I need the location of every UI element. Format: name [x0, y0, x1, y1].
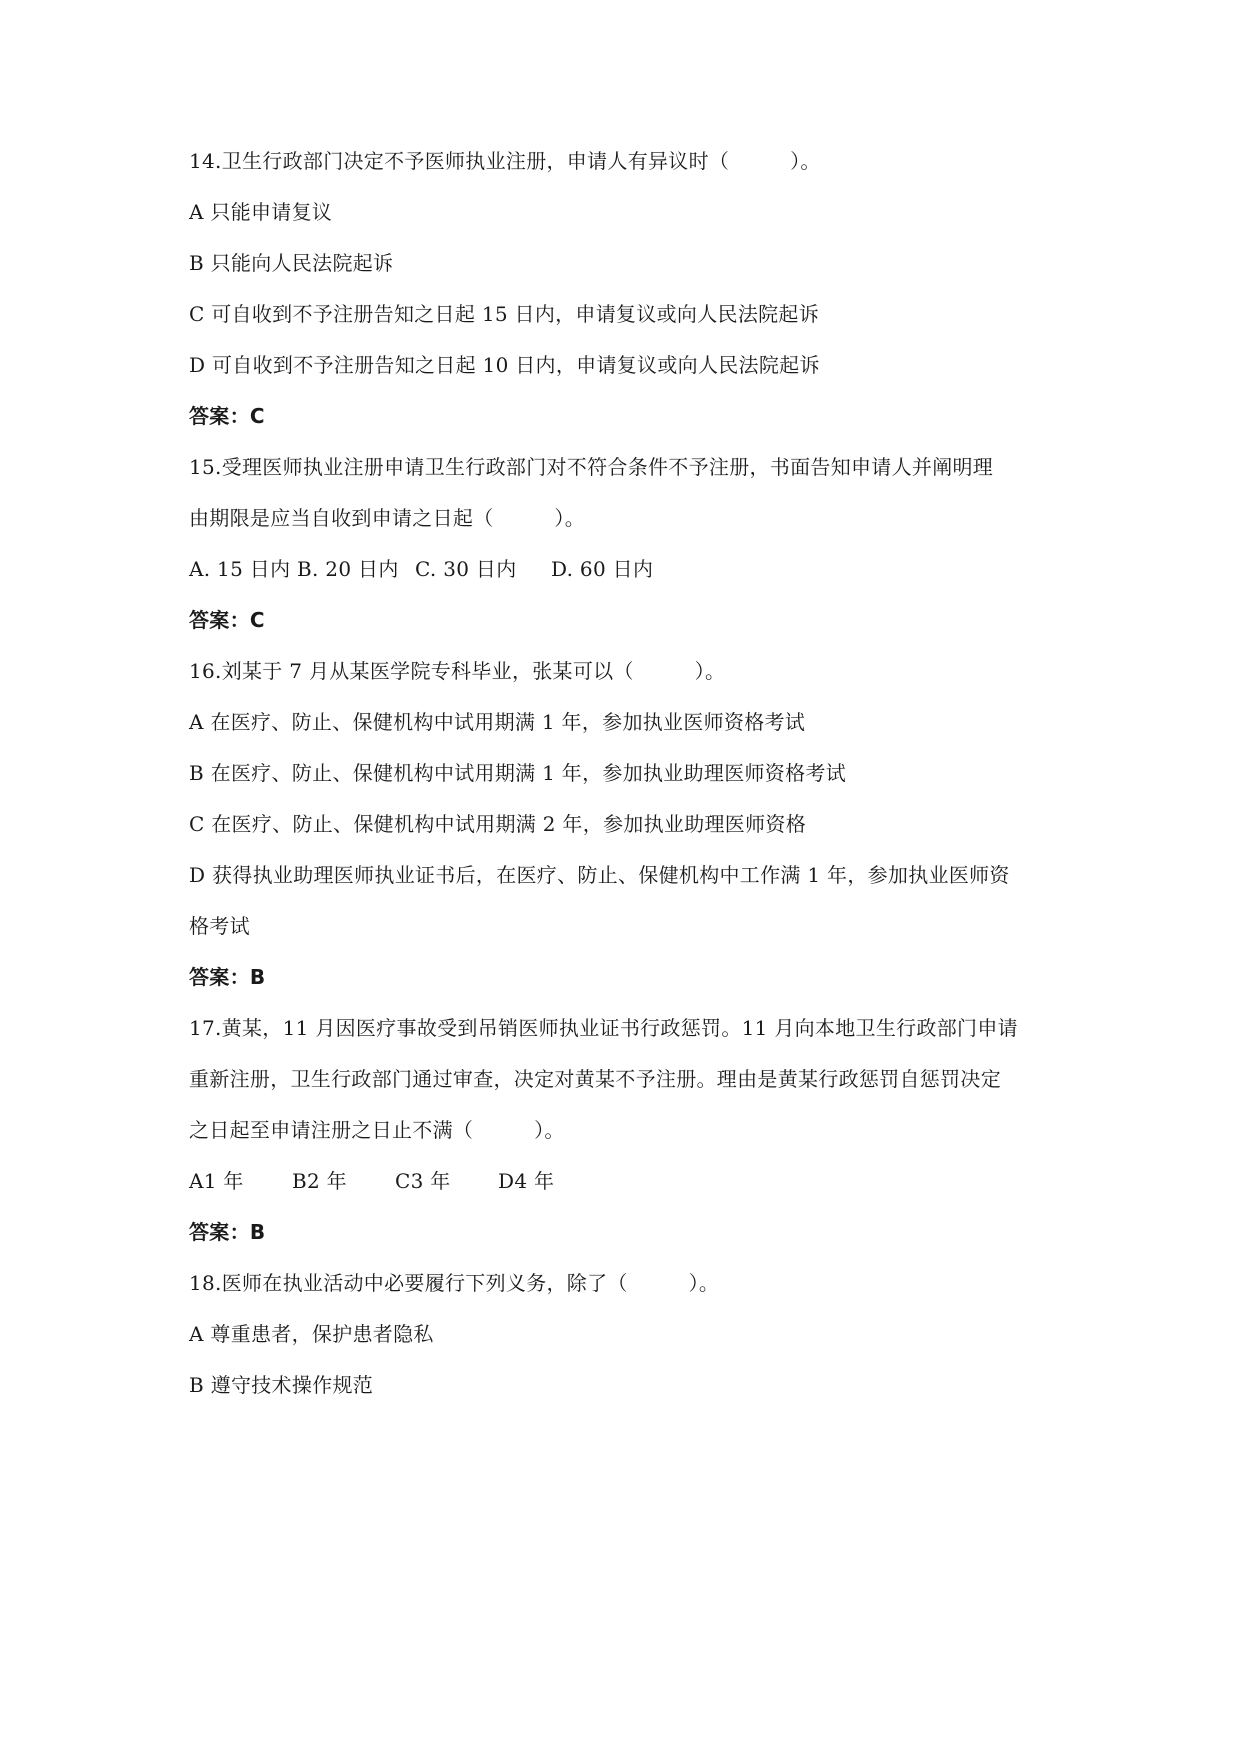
question-17-stem-line-3: 之日起至申请注册之日止不满（ ）。 [189, 1118, 565, 1142]
question-16-stem: 16.刘某于 7 月从某医学院专科毕业，张某可以（ ）。 [189, 659, 726, 683]
question-15-option-b: B. 20 日内 [297, 557, 399, 581]
question-14-option-b: B 只能向人民法院起诉 [189, 251, 394, 275]
question-15-option-c: C. 30 日内 [415, 557, 517, 581]
question-16-option-b: B 在医疗、防止、保健机构中试用期满 1 年，参加执业助理医师资格考试 [189, 761, 846, 785]
question-17-option-c: C3 年 [395, 1169, 451, 1193]
question-17-answer: 答案：B [189, 1220, 266, 1244]
question-15-option-a: A. 15 日内 [189, 557, 291, 581]
question-14-option-c: C 可自收到不予注册告知之日起 15 日内，申请复议或向人民法院起诉 [189, 302, 820, 326]
question-17-option-d: D4 年 [498, 1169, 555, 1193]
question-17-option-a: A1 年 [189, 1169, 244, 1193]
question-16-option-d-line-2: 格考试 [189, 914, 250, 938]
question-15-stem-line-2: 由期限是应当自收到申请之日起（ ）。 [189, 506, 585, 530]
question-17-option-b: B2 年 [292, 1169, 347, 1193]
question-16-option-d-line-1: D 获得执业助理医师执业证书后，在医疗、防止、保健机构中工作满 1 年，参加执业医师资 [189, 863, 1010, 887]
question-18-option-a: A 尊重患者，保护患者隐私 [189, 1322, 434, 1346]
question-17-stem-line-1: 17.黄某，11 月因医疗事故受到吊销医师执业证书行政惩罚。11 月向本地卫生行政部门申请 [189, 1016, 1018, 1040]
question-15-answer: 答案：C [189, 608, 265, 632]
question-14-answer: 答案：C [189, 404, 265, 428]
question-18-stem: 18.医师在执业活动中必要履行下列义务，除了（ ）。 [189, 1271, 720, 1295]
question-15-option-d: D. 60 日内 [551, 557, 654, 581]
question-16-option-a: A 在医疗、防止、保健机构中试用期满 1 年，参加执业医师资格考试 [189, 710, 806, 734]
question-16-option-c: C 在医疗、防止、保健机构中试用期满 2 年，参加执业助理医师资格 [189, 812, 806, 836]
question-14-option-d: D 可自收到不予注册告知之日起 10 日内，申请复议或向人民法院起诉 [189, 353, 820, 377]
question-15-stem-line-1: 15.受理医师执业注册申请卫生行政部门对不符合条件不予注册，书面告知申请人并阐明理 [189, 455, 994, 479]
question-18-option-b: B 遵守技术操作规范 [189, 1373, 374, 1397]
question-16-answer: 答案：B [189, 965, 266, 989]
question-17-stem-line-2: 重新注册，卫生行政部门通过审查，决定对黄某不予注册。理由是黄某行政惩罚自惩罚决定 [189, 1067, 1001, 1091]
question-14-stem: 14.卫生行政部门决定不予医师执业注册，申请人有异议时（ ）。 [189, 149, 821, 173]
question-14-option-a: A 只能申请复议 [189, 200, 333, 224]
